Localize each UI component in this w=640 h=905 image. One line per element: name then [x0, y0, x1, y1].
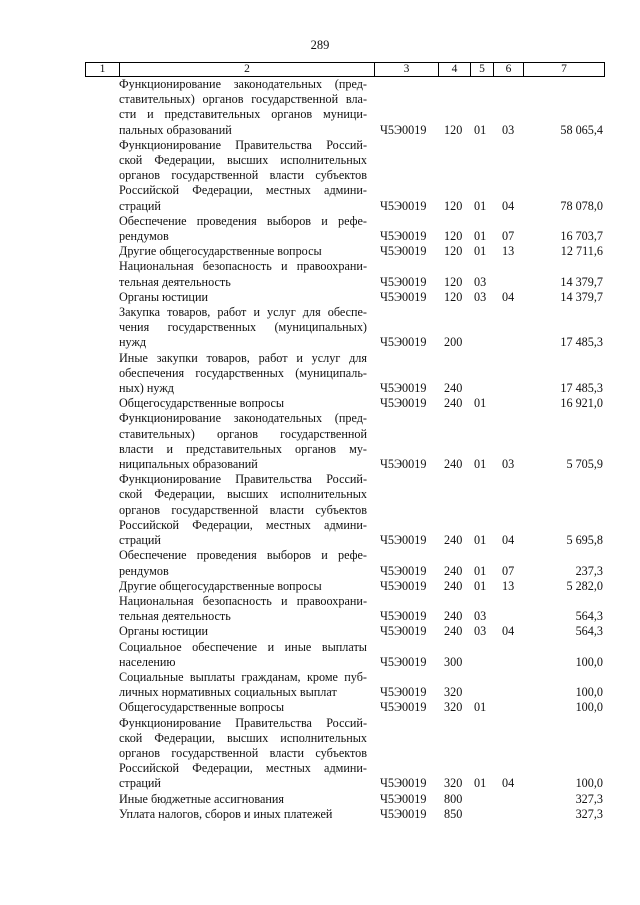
- description-line: органов государственной власти субъектов: [119, 502, 367, 517]
- description-line: ставительных) органов государственной: [119, 426, 367, 441]
- description-line: Другие общегосударственные вопросы: [119, 578, 322, 593]
- row-expense-type: 240: [444, 457, 463, 472]
- table-row: [0, 77, 640, 138]
- description-line: Общегосударственные вопросы: [119, 396, 285, 411]
- header-col-5: 5: [471, 63, 494, 76]
- row-amount: 327,3: [575, 806, 603, 821]
- row-description: [119, 305, 367, 351]
- description-line: обеспечения государственных (муниципаль-: [119, 365, 367, 380]
- row-expense-type: 800: [444, 791, 463, 806]
- description-line: Функционирование Правительства Россий-: [119, 137, 367, 152]
- row-code: Ч5Э0019: [380, 335, 427, 350]
- description-line: органов государственной власти субъектов: [119, 168, 367, 183]
- description-line: Национальная безопасность и правоохрани-: [119, 593, 367, 608]
- row-code: Ч5Э0019: [380, 122, 427, 137]
- row-description: [119, 351, 367, 397]
- description-line: ных) нужд: [119, 381, 174, 396]
- table-row: [0, 548, 640, 578]
- row-amount: 17 485,3: [560, 335, 603, 350]
- description-line: Органы юстиции: [119, 289, 208, 304]
- row-section: 03: [474, 289, 487, 304]
- row-section: 01: [474, 229, 487, 244]
- row-amount: 58 065,4: [560, 122, 603, 137]
- row-section: 03: [474, 624, 487, 639]
- row-expense-type: 120: [444, 229, 463, 244]
- row-code: Ч5Э0019: [380, 457, 427, 472]
- row-subsection: 03: [502, 457, 515, 472]
- table-row: [0, 594, 640, 624]
- header-col-4: 4: [439, 63, 471, 76]
- row-expense-type: 320: [444, 685, 463, 700]
- row-amount: 14 379,7: [560, 274, 603, 289]
- row-subsection: 04: [502, 533, 515, 548]
- row-amount: 5 282,0: [566, 578, 603, 593]
- description-line: рендумов: [119, 229, 169, 244]
- description-line: тельная деятельность: [119, 609, 231, 624]
- row-subsection: 04: [502, 624, 515, 639]
- header-col-6: 6: [494, 63, 524, 76]
- description-line: органов государственной власти субъектов: [119, 745, 367, 760]
- row-amount: 5 705,9: [566, 457, 603, 472]
- row-code: Ч5Э0019: [380, 685, 427, 700]
- description-line: пальных образований: [119, 122, 232, 137]
- row-description: [119, 396, 367, 411]
- table-row: [0, 290, 640, 305]
- description-line: Закупка товаров, работ и услуг для обеспе-: [119, 305, 367, 320]
- table-row: [0, 700, 640, 715]
- description-line: личных нормативных социальных выплат: [119, 685, 337, 700]
- row-code: Ч5Э0019: [380, 244, 427, 259]
- row-subsection: 04: [502, 776, 515, 791]
- description-line: тельная деятельность: [119, 274, 231, 289]
- description-line: Функционирование законодательных (пред-: [119, 77, 367, 91]
- description-line: нужд: [119, 335, 147, 350]
- row-expense-type: 240: [444, 563, 463, 578]
- row-amount: 100,0: [575, 700, 603, 715]
- description-line: ской Федерации, высших исполнительных: [119, 153, 367, 168]
- row-description: [119, 624, 367, 639]
- table-row: [0, 351, 640, 397]
- row-description: [119, 138, 367, 214]
- table-row: [0, 792, 640, 807]
- header-col-3: 3: [375, 63, 439, 76]
- table-row: [0, 807, 640, 822]
- row-subsection: 13: [502, 578, 515, 593]
- row-section: 01: [474, 776, 487, 791]
- row-expense-type: 320: [444, 700, 463, 715]
- row-amount: 17 485,3: [560, 381, 603, 396]
- row-section: 01: [474, 122, 487, 137]
- description-line: страций: [119, 776, 161, 791]
- row-description: [119, 670, 367, 700]
- description-line: Российской Федерации, местных админи-: [119, 517, 367, 532]
- description-line: Функционирование Правительства Россий-: [119, 715, 367, 730]
- row-code: Ч5Э0019: [380, 563, 427, 578]
- row-code: Ч5Э0019: [380, 198, 427, 213]
- description-line: сти и представительных органов муници-: [119, 107, 367, 122]
- description-line: страций: [119, 533, 161, 548]
- row-section: 03: [474, 609, 487, 624]
- description-line: Обеспечение проведения выборов и рефе-: [119, 213, 367, 228]
- row-amount: 100,0: [575, 654, 603, 669]
- table-row: [0, 716, 640, 792]
- row-code: Ч5Э0019: [380, 533, 427, 548]
- row-section: 01: [474, 244, 487, 259]
- description-line: Функционирование законодательных (пред-: [119, 411, 367, 426]
- description-line: Органы юстиции: [119, 624, 208, 639]
- row-description: [119, 594, 367, 624]
- row-amount: 16 921,0: [560, 396, 603, 411]
- table-row: [0, 396, 640, 411]
- table-row: [0, 244, 640, 259]
- table-row: [0, 472, 640, 548]
- row-expense-type: 120: [444, 244, 463, 259]
- row-description: [119, 640, 367, 670]
- row-amount: 564,3: [575, 624, 603, 639]
- row-section: 01: [474, 198, 487, 213]
- row-description: [119, 807, 367, 822]
- row-section: 01: [474, 563, 487, 578]
- description-line: чения государственных (муниципальных): [119, 320, 367, 335]
- row-subsection: 03: [502, 122, 515, 137]
- description-line: страций: [119, 198, 161, 213]
- description-line: ниципальных образований: [119, 457, 258, 472]
- description-line: Функционирование Правительства Россий-: [119, 472, 367, 487]
- header-col-2: 2: [120, 63, 375, 76]
- row-expense-type: 240: [444, 609, 463, 624]
- row-description: [119, 472, 367, 548]
- row-description: [119, 214, 367, 244]
- row-description: [119, 700, 367, 715]
- row-section: 01: [474, 533, 487, 548]
- row-description: [119, 792, 367, 807]
- row-expense-type: 240: [444, 624, 463, 639]
- row-code: Ч5Э0019: [380, 791, 427, 806]
- row-amount: 100,0: [575, 685, 603, 700]
- table-row: [0, 670, 640, 700]
- row-expense-type: 850: [444, 806, 463, 821]
- row-amount: 14 379,7: [560, 289, 603, 304]
- row-code: Ч5Э0019: [380, 396, 427, 411]
- row-description: [119, 411, 367, 472]
- description-line: Социальное обеспечение и иные выплаты: [119, 639, 367, 654]
- row-code: Ч5Э0019: [380, 806, 427, 821]
- row-code: Ч5Э0019: [380, 274, 427, 289]
- row-amount: 5 695,8: [566, 533, 603, 548]
- row-code: Ч5Э0019: [380, 609, 427, 624]
- description-line: Иные бюджетные ассигнования: [119, 791, 285, 806]
- table-row: [0, 640, 640, 670]
- row-code: Ч5Э0019: [380, 229, 427, 244]
- row-expense-type: 120: [444, 198, 463, 213]
- header-col-7: 7: [561, 63, 567, 75]
- row-section: 01: [474, 396, 487, 411]
- row-amount: 12 711,6: [560, 244, 603, 259]
- row-description: [119, 259, 367, 289]
- row-expense-type: 120: [444, 289, 463, 304]
- row-description: [119, 548, 367, 578]
- description-line: ской Федерации, высших исполнительных: [119, 730, 367, 745]
- row-amount: 564,3: [575, 609, 603, 624]
- row-description: [119, 244, 367, 259]
- row-amount: 237,3: [575, 563, 603, 578]
- description-line: Общегосударственные вопросы: [119, 700, 285, 715]
- row-subsection: 07: [502, 563, 515, 578]
- row-description: [119, 290, 367, 305]
- table-row: [0, 138, 640, 214]
- row-expense-type: 120: [444, 274, 463, 289]
- table-row: [0, 411, 640, 472]
- row-code: Ч5Э0019: [380, 381, 427, 396]
- row-code: Ч5Э0019: [380, 654, 427, 669]
- row-section: 01: [474, 457, 487, 472]
- table-header: [85, 62, 605, 77]
- row-expense-type: 240: [444, 578, 463, 593]
- row-amount: 327,3: [575, 791, 603, 806]
- table-row: [0, 259, 640, 289]
- row-description: [119, 77, 367, 138]
- row-expense-type: 200: [444, 335, 463, 350]
- description-line: власти и представительных органов му-: [119, 441, 367, 456]
- description-line: ставительных) органов государственной вла-: [119, 92, 367, 107]
- row-expense-type: 120: [444, 122, 463, 137]
- row-amount: 100,0: [575, 776, 603, 791]
- row-code: Ч5Э0019: [380, 578, 427, 593]
- row-code: Ч5Э0019: [380, 776, 427, 791]
- row-subsection: 13: [502, 244, 515, 259]
- table-row: [0, 579, 640, 594]
- description-line: Национальная безопасность и правоохрани-: [119, 259, 367, 274]
- description-line: Обеспечение проведения выборов и рефе-: [119, 548, 367, 563]
- row-expense-type: 240: [444, 533, 463, 548]
- table-row: [0, 214, 640, 244]
- row-expense-type: 240: [444, 381, 463, 396]
- row-amount: 16 703,7: [560, 229, 603, 244]
- row-code: Ч5Э0019: [380, 289, 427, 304]
- description-line: Иные закупки товаров, работ и услуг для: [119, 350, 367, 365]
- row-description: [119, 579, 367, 594]
- row-description: [119, 716, 367, 792]
- row-subsection: 04: [502, 198, 515, 213]
- row-expense-type: 240: [444, 396, 463, 411]
- page-number: 289: [310, 38, 330, 52]
- description-line: населению: [119, 654, 176, 669]
- row-subsection: 07: [502, 229, 515, 244]
- table-row: [0, 624, 640, 639]
- row-section: 01: [474, 700, 487, 715]
- table-row: [0, 305, 640, 351]
- description-line: Социальные выплаты гражданам, кроме пуб-: [119, 669, 367, 684]
- row-section: 03: [474, 274, 487, 289]
- description-line: ской Федерации, высших исполнительных: [119, 487, 367, 502]
- description-line: рендумов: [119, 563, 169, 578]
- description-line: Российской Федерации, местных админи-: [119, 183, 367, 198]
- row-subsection: 04: [502, 289, 515, 304]
- row-expense-type: 300: [444, 654, 463, 669]
- row-expense-type: 320: [444, 776, 463, 791]
- row-section: 01: [474, 578, 487, 593]
- row-code: Ч5Э0019: [380, 700, 427, 715]
- row-code: Ч5Э0019: [380, 624, 427, 639]
- description-line: Уплата налогов, сборов и иных платежей: [119, 806, 333, 821]
- description-line: Российской Федерации, местных админи-: [119, 761, 367, 776]
- description-line: Другие общегосударственные вопросы: [119, 244, 322, 259]
- header-col-1: 1: [86, 63, 120, 76]
- table-body: [0, 77, 640, 822]
- row-amount: 78 078,0: [560, 198, 603, 213]
